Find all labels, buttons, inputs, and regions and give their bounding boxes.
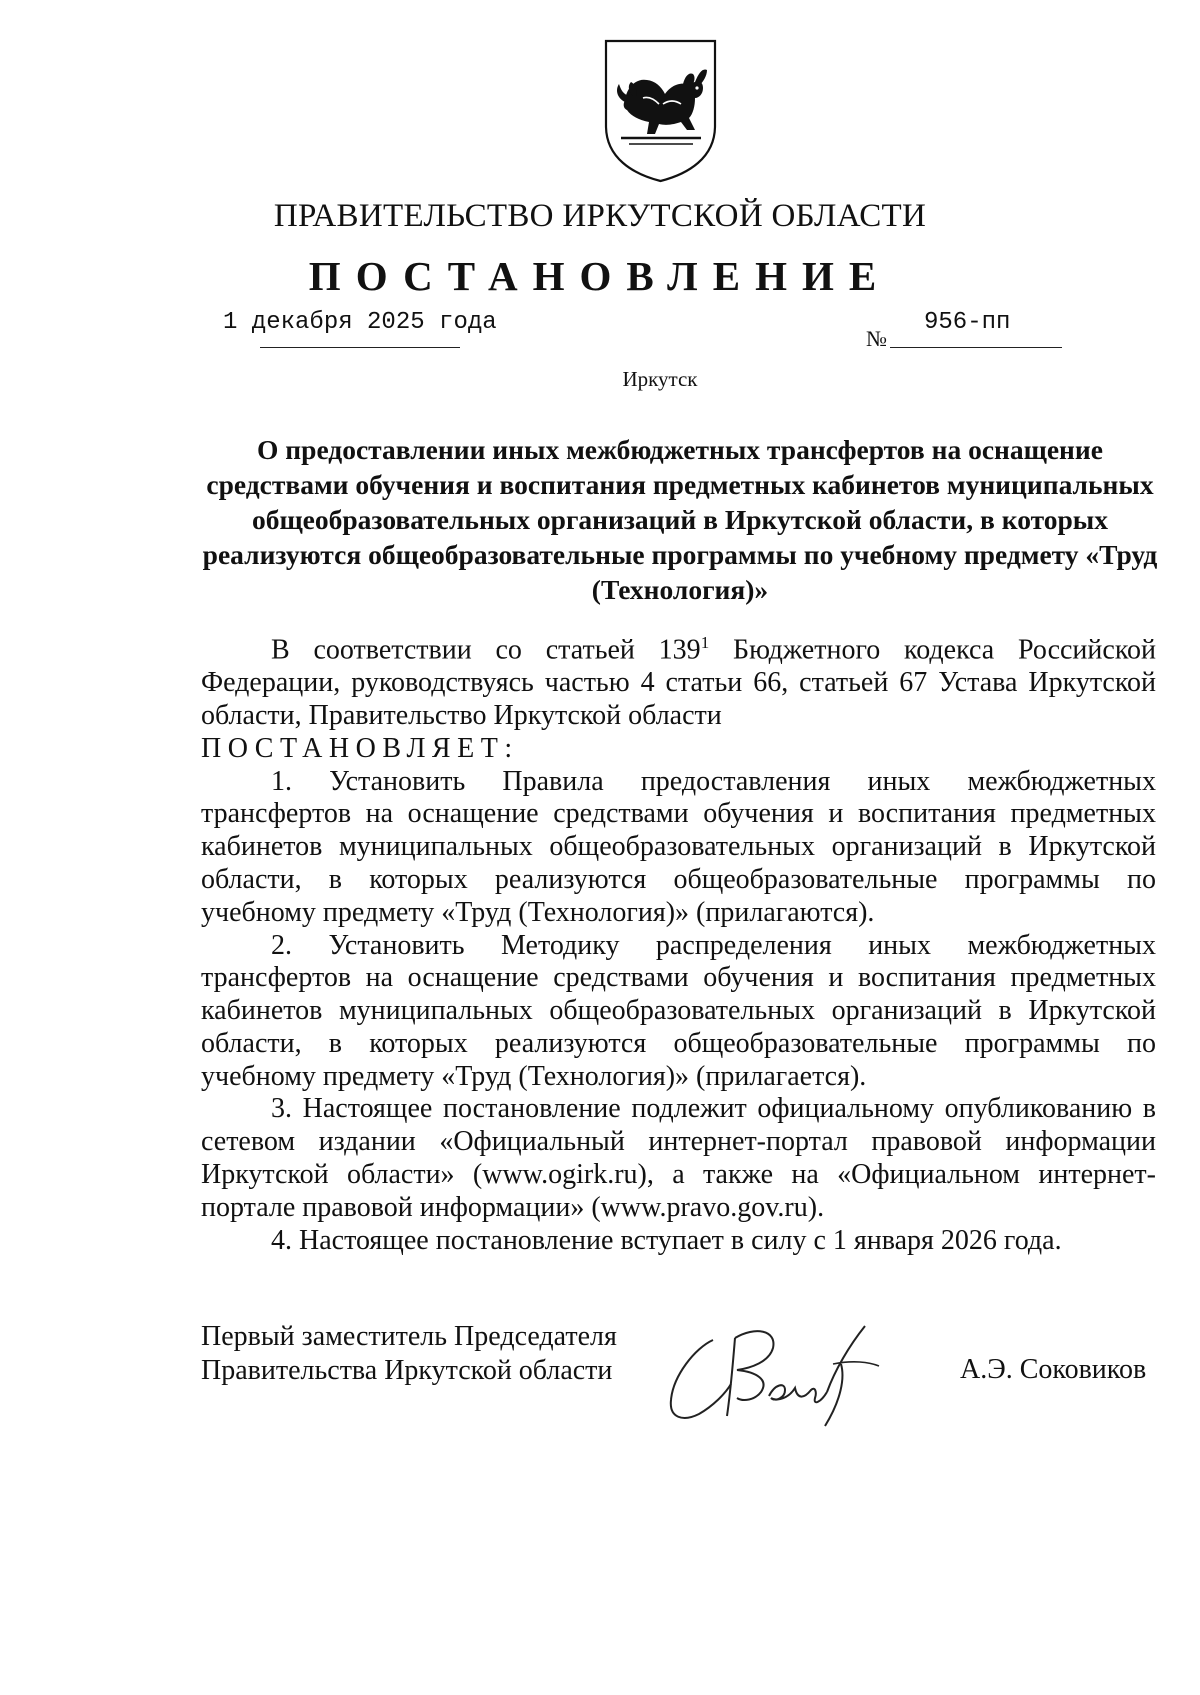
document-type: ПОСТАНОВЛЕНИЕ [308,253,892,299]
item-3: 3. Настоящее постановление подлежит официальному опубликованию в сетевом издании «Официальный интернет-портал правовой информации Иркутской области» (www.ogirk.ru), а также на «Официальном интернет-портале правовой информации» (www.pravo.gov.ru). [201,1093,1156,1223]
coat-of-arms-icon [603,38,718,184]
item-1: 1. Установить Правила предоставления иных межбюджетных трансфертов на оснащение средствами обучения и воспитания предметных кабинетов муниципальных общеобразовательных организаций в Иркутской области, в которых реализуются общеобразовательные программы по учебному предмету «Труд (Технология)» (прилагаются). [201,765,1156,928]
number-sign: № [866,326,887,351]
document-city: Иркутск [622,367,698,391]
preamble-text-before: В соответствии со статьей 139 [271,634,701,666]
item-4: 4. Настоящее постановление вступает в силу с 1 января 2026 года. [271,1224,1062,1256]
item-2: 2. Установить Методику распределения иных межбюджетных трансфертов на оснащение средствами обучения и воспитания предметных кабинетов муниципальных общеобразовательных организаций в Иркутской области, в которых реализуются общеобразовательные программы по учебному предмету «Труд (Технология)» (прилагается). [201,929,1156,1092]
government-name: ПРАВИТЕЛЬСТВО ИРКУТСКОЙ ОБЛАСТИ [273,198,927,234]
preamble-paragraph [201,627,1156,733]
handwritten-signature-icon [665,1318,905,1433]
signatory-name: А.Э. Соковиков [960,1354,1147,1385]
article-superscript: 1 [700,633,710,652]
signatory-position-line-2: Правительства Иркутской области [201,1355,613,1386]
preamble-text-after: Бюджетного кодекса Российской Федерации, руководствуясь частью 4 статьи 66, статьей 67 Устава Иркутской области, Правительство Иркутской области [201,634,1156,731]
date-underline [260,347,460,348]
document-date: 1 декабря 2025 года [223,309,497,336]
number-underline [890,347,1062,348]
signatory-position [201,1320,617,1388]
document-title: О предоставлении иных межбюджетных трансфертов на оснащение средствами обучения и воспитания предметных кабинетов муниципальных общеобразовательных организаций в Иркутской области, в которых реализуются общеобразовательные программы по учебному предмету «Труд (Технология)» [202,434,1158,605]
document-body [201,627,1156,1257]
document-number: 956-пп [924,309,1011,336]
decree-word: ПОСТАНОВЛЯЕТ: [201,732,519,764]
signatory-position-line-1: Первый заместитель Председателя [201,1321,617,1352]
